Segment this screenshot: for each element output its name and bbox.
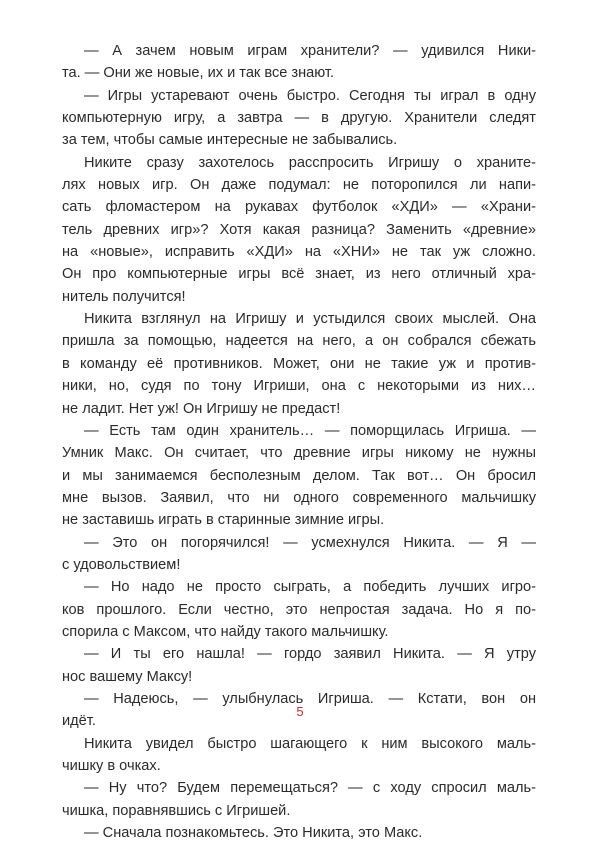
text-line: лях новых игр. Он даже подумал: не поторопился ли напи- [62, 177, 536, 194]
text-line: Никите сразу захотелось расспросить Игришу о храните- [84, 154, 536, 171]
text-line: ков прошлого. Если честно, это непростая задача. Но я по- [62, 601, 536, 618]
text-line: идёт. [62, 713, 96, 730]
text-line: и мы занимаемся бесполезным делом. Так вот… Он бросил [62, 467, 536, 484]
body-text [62, 40, 536, 844]
text-line: нитель получится! [62, 288, 186, 305]
text-line: на «новые», исправить «ХДИ» на «ХНИ» не так уж сложно. [62, 244, 536, 261]
text-line: спорила с Максом, что найду такого мальчишку. [62, 623, 389, 640]
page-number: 5 [296, 704, 304, 719]
text-line: нос вашему Максу! [62, 668, 193, 685]
text-line: — Игры устаревают очень быстро. Сегодня ты играл в одну [84, 87, 536, 104]
text-line: мне вызов. Заявил, что ни одного современного мальчишку [62, 489, 536, 506]
text-line: чишку в очках. [62, 758, 161, 774]
text-line: — А зачем новым играм хранители? — удивился Ники- [84, 43, 536, 59]
text-line: сать фломастером на рукавах футболок «ХДИ» — «Храни- [62, 199, 536, 216]
text-line: не ладит. Нет уж! Он Игришу не предаст! [62, 400, 341, 417]
text-line: Умник Макс. Он считает, что древние игры никому не нужны [62, 445, 536, 462]
text-line: Никита увидел быстро шагающего к ним высокого маль- [84, 735, 536, 752]
text-line: компьютерную игру, а завтра — в другую. Хранители следят [62, 110, 536, 127]
text-line: с удовольствием! [62, 556, 181, 573]
text-line: тель древних игр»? Хотя какая разница? Заменить «древние» [62, 221, 536, 238]
text-line: чишка, поравнявшись с Игришей. [62, 802, 291, 819]
text-line: за тем, чтобы самые интересные не забывались. [62, 132, 398, 149]
text-line: — Ну что? Будем перемещаться? — с ходу спросил маль- [84, 780, 536, 797]
text-line: в команду её противников. Может, они не такие уж и против- [62, 355, 536, 372]
text-line: Никита взглянул на Игришу и устыдился своих мыслей. Она [84, 311, 536, 328]
text-line: — Сначала познакомьтесь. Это Никита, это Макс. [84, 825, 423, 842]
text-line: не заставишь играть в старинные зимние игры. [62, 512, 385, 529]
text-line: та. — Они же новые, их и так все знают. [62, 65, 335, 82]
text-line: Он про компьютерные игры всё знает, из него отличный хра- [62, 266, 536, 283]
text-line: — Это он погорячился! — усмехнулся Никита. — Я — [84, 534, 536, 551]
text-line: пришла за помощью, надеется на него, а он собрался сбежать [62, 333, 536, 350]
text-line: — И ты его нашла! — гордо заявил Никита. — Я утру [84, 646, 536, 663]
text-line: — Надеюсь, — улыбнулась Игриша. — Кстати, вон он [84, 690, 536, 707]
text-line: ники, но, судя по тону Игриши, она с некоторыми из них… [62, 378, 536, 395]
text-line: — Есть там один хранитель… — поморщилась Игриша. — [84, 422, 536, 439]
text-line: — Но надо не просто сыграть, а победить лучших игро- [84, 579, 536, 596]
